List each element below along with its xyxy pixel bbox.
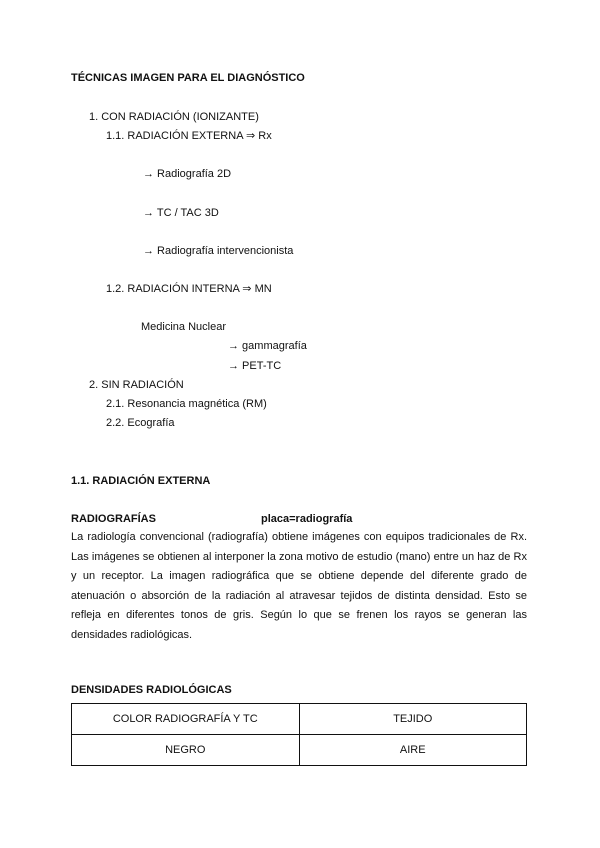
table-header-cell: TEJIDO <box>299 704 527 735</box>
table-row <box>72 735 527 766</box>
outline-mn-label: Medicina Nuclear <box>141 321 226 333</box>
outline-rx-interventional: → Radiografía intervencionista <box>143 245 294 257</box>
table-cell: AIRE <box>299 735 527 766</box>
densidades-heading: DENSIDADES RADIOLÓGICAS <box>71 684 232 696</box>
radiografias-paragraph <box>71 528 527 645</box>
outline-item-2-1: 2.1. Resonancia magnética (RM) <box>106 398 267 410</box>
table-cell: NEGRO <box>72 735 300 766</box>
radiografias-heading: RADIOGRAFÍAS <box>71 513 156 525</box>
outline-rx-2d: → Radiografía 2D <box>143 168 232 180</box>
radiografias-note: placa=radiografía <box>261 513 353 525</box>
page-title: TÉCNICAS IMAGEN PARA EL DIAGNÓSTICO <box>71 72 305 84</box>
outline-item-1-2: 1.2. RADIACIÓN INTERNA ⇒ MN <box>106 283 272 295</box>
outline-item-2: 2. SIN RADIACIÓN <box>89 379 184 391</box>
table-header-row <box>72 704 527 735</box>
outline-item-1-1: 1.1. RADIACIÓN EXTERNA ⇒ Rx <box>106 130 272 142</box>
section-heading: 1.1. RADIACIÓN EXTERNA <box>71 475 211 487</box>
densidades-table <box>71 703 527 766</box>
outline-item-2-2: 2.2. Ecografía <box>106 417 175 429</box>
outline-mn-gammagrafia: → gammagrafía <box>228 340 307 352</box>
outline-rx-tc: → TC / TAC 3D <box>143 207 219 219</box>
outline-mn-pet: → PET-TC <box>228 360 282 372</box>
table-header-cell: COLOR RADIOGRAFÍA Y TC <box>72 704 300 735</box>
outline-item-1: 1. CON RADIACIÓN (IONIZANTE) <box>89 111 259 123</box>
paragraph-text: La radiología convencional (radiografía) obtiene imágenes con equipos tradicionales de Rx. Las imágenes se obtienen al interponer la zona motivo de estudio (mano) entre un haz de Rx y un receptor. La imagen radiográfica que se obtiene depende del diferente grado de atenuación o absorción de la radiación al atravesar tejidos de distinta densidad. Esto se refleja en diferentes tonos de gris. Según lo que se frenen los rayos se generan las densidades radiológicas. <box>71 531 527 641</box>
